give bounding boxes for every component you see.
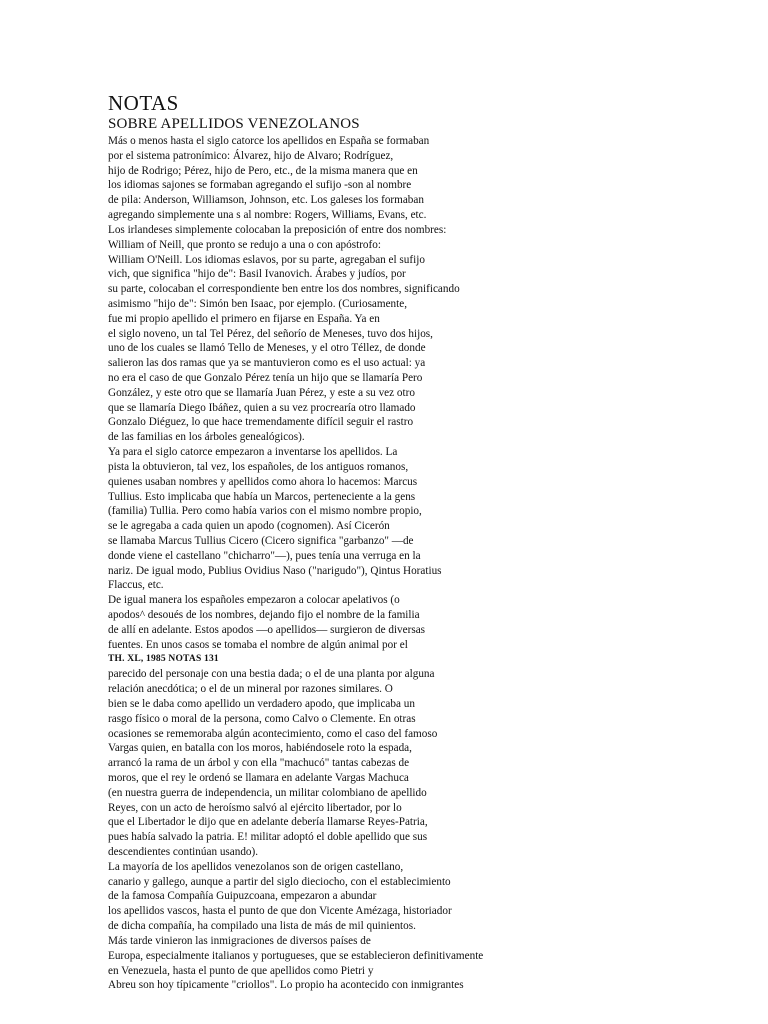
text-line: Vargas quien, en batalla con los moros, habiéndosele roto la espada, — [108, 742, 412, 755]
text-line: canario y gallego, aunque a partir del siglo dieciocho, con el establecimiento — [108, 875, 451, 888]
text-line: (en nuestra guerra de independencia, un militar colombiano de apellido — [108, 786, 427, 799]
text-line: su parte, colocaban el correspondiente ben entre los dos nombres, significando — [108, 283, 460, 296]
text-line: Los irlandeses simplemente colocaban la preposición of entre dos nombres: — [108, 223, 447, 236]
text-line: se llamaba Marcus Tullius Cicero (Cicero significa "garbanzo" —de — [108, 534, 414, 547]
text-line: uno de los cuales se llamó Tello de Meneses, y el otro Téllez, de donde — [108, 342, 426, 355]
text-line: apodos^ desoués de los nombres, dejando fijo el nombre de la familia — [108, 609, 420, 621]
text-line: Reyes, con un acto de heroísmo salvó al ejército libertador, por lo — [108, 801, 402, 814]
text-line: se le agregaba a cada quien un apodo (cognomen). Así Cicerón — [108, 520, 390, 533]
text-line: González, y este otro que se llamaría Juan Pérez, y este a su vez otro — [108, 386, 415, 399]
text-line: vich, que significa "hijo de": Basil Ivanovich. Árabes y judíos, por — [108, 268, 406, 281]
text-line: agregando simplemente una s al nombre: Rogers, Williams, Evans, etc. — [108, 209, 427, 222]
text-line: que se llamaría Diego Ibáñez, quien a su vez procrearía otro llamado — [108, 401, 416, 414]
text-line: pues había salvado la patria. E! militar adoptó el doble apellido que sus — [108, 831, 428, 844]
text-line: asimismo "hijo de": Simón ben Isaac, por ejemplo. (Curiosamente, — [108, 297, 408, 310]
text-line: arrancó la rama de un árbol y con ella "machucó" tantas cabezas de — [108, 757, 410, 770]
text-line: Flaccus, etc. — [108, 579, 164, 592]
text-line: pista la obtuvieron, tal vez, los españoles, de los antiguos romanos, — [108, 460, 409, 473]
text-line: donde viene el castellano "chicharro"—), pues tenía una verruga en la — [108, 549, 421, 562]
text-line: Abreu son hoy típicamente "criollos". Lo propio ha acontecido con inmigrantes — [108, 979, 464, 992]
text-line: Más tarde vinieron las inmigraciones de diversos países de — [108, 934, 371, 947]
text-line: descendientes continúan usando). — [108, 846, 259, 858]
text-line: de la famosa Compañía Guipuzcoana, empezaron a abundar — [108, 890, 377, 903]
text-line: no era el caso de que Gonzalo Pérez tenía un hijo que se llamaría Pero — [108, 372, 423, 384]
text-line: La mayoría de los apellidos venezolanos son de origen castellano, — [108, 860, 404, 873]
text-line: Gonzalo Diéguez, lo que hace tremendamente difícil seguir el rastro — [108, 416, 414, 429]
text-line: de allí en adelante. Estos apodos —o apellidos— surgieron de diversas — [108, 623, 426, 636]
page-subtitle: SOBRE APELLIDOS VENEZOLANOS — [108, 116, 360, 132]
text-line: fue mi propio apellido el primero en fijarse en España. Ya en — [108, 312, 380, 325]
text-line: por el sistema patronímico: Álvarez, hijo de Alvaro; Rodríguez, — [108, 149, 394, 162]
text-line: nariz. De igual modo, Publius Ovidius Naso ("narigudo"), Qintus Horatius — [108, 564, 442, 577]
text-line: de pila: Anderson, Williamson, Johnson, etc. Los galeses los formaban — [108, 194, 424, 207]
text-line: hijo de Rodrigo; Pérez, hijo de Pero, etc., de la misma manera que en — [108, 164, 418, 177]
page-title: NOTAS — [108, 91, 179, 115]
text-line: rasgo físico o moral de la persona, como Calvo o Clemente. En otras — [108, 712, 416, 725]
text-line: De igual manera los españoles empezaron a colocar apelativos (o — [108, 594, 400, 607]
text-line: Tullius. Esto implicaba que había un Marcos, perteneciente a la gens — [108, 490, 416, 503]
text-line: relación anecdótica; o el de un mineral por razones similares. O — [108, 683, 393, 696]
text-line: de las familias en los árboles genealógicos). — [108, 431, 305, 444]
text-line: fuentes. En unos casos se tomaba el nombre de algún animal por el — [108, 638, 408, 651]
text-line: quienes usaban nombres y apellidos como ahora lo hacemos: Marcus — [108, 475, 418, 488]
body-text — [108, 134, 558, 993]
text-line: William O'Neill. Los idiomas eslavos, por su parte, agregaban el sufijo — [108, 253, 425, 266]
text-line: de dicha compañía, ha compilado una lista de más de mil quinientos. — [108, 920, 416, 933]
text-line: Europa, especialmente italianos y portugueses, que se establecieron definitivamente — [108, 949, 484, 962]
text-line: los idiomas sajones se formaban agregando el sufijo -son al nombre — [108, 179, 412, 192]
text-line: parecido del personaje con una bestia dada; o el de una planta por alguna — [108, 668, 435, 681]
text-line: que el Libertador le dijo que en adelante debería llamarse Reyes-Patria, — [108, 816, 428, 829]
text-line: salieron las dos ramas que ya se mantuvieron como es el uso actual: ya — [108, 357, 426, 370]
text-line: William of Neill, que pronto se redujo a una o con apóstrofo: — [108, 238, 381, 251]
text-line: en Venezuela, hasta el punto de que apellidos como Pietri y — [108, 964, 374, 977]
text-line: los apellidos vascos, hasta el punto de que don Vicente Amézaga, historiador — [108, 905, 452, 918]
text-line: el siglo noveno, un tal Tel Pérez, del señorío de Meneses, tuvo dos hijos, — [108, 327, 433, 340]
running-head: TH. XL, 1985 NOTAS 131 — [108, 654, 219, 665]
text-line: bien se le daba como apellido un verdadero apodo, que implicaba un — [108, 697, 415, 710]
text-line: ocasiones se rememoraba algún acontecimiento, como el caso del famoso — [108, 727, 438, 740]
text-line: moros, que el rey le ordenó se llamara en adelante Vargas Machuca — [108, 771, 409, 784]
text-line: Ya para el siglo catorce empezaron a inventarse los apellidos. La — [108, 446, 398, 459]
text-line: Más o menos hasta el siglo catorce los apellidos en España se formaban — [108, 135, 430, 147]
text-line: (familia) Tullia. Pero como había varios con el mismo nombre propio, — [108, 505, 422, 518]
